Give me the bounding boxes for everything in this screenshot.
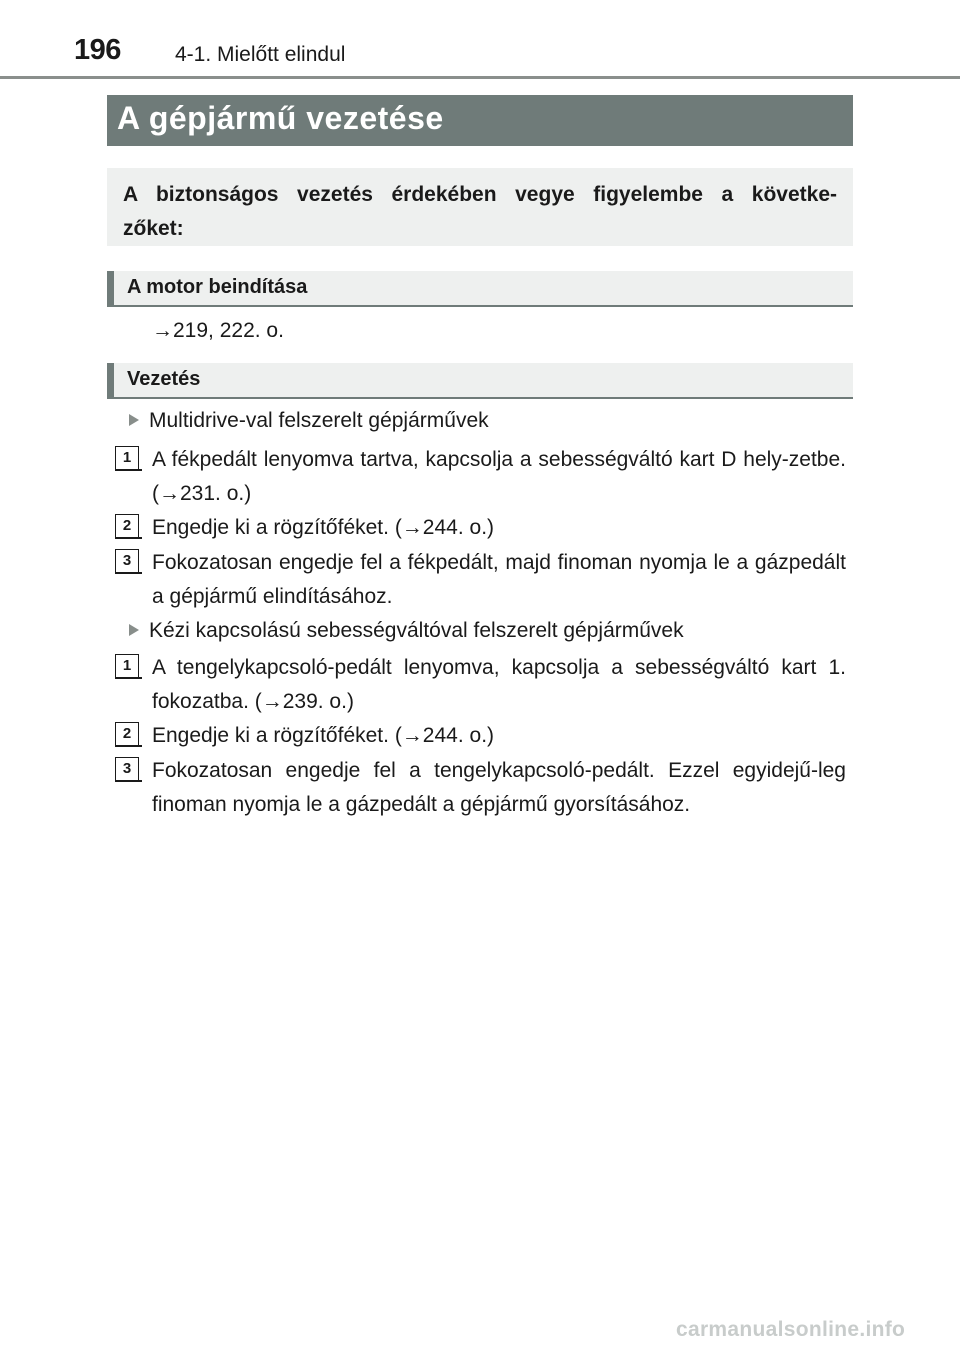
- section-heading-engine-start: [107, 271, 853, 307]
- step-number-badge: 1: [115, 446, 139, 470]
- step-number-badge: 3: [115, 549, 139, 573]
- triangle-bullet-icon: [129, 414, 139, 426]
- section-heading-label: Vezetés: [127, 368, 201, 390]
- chapter-title: 4-1. Mielőtt elindul: [175, 43, 346, 66]
- page-number: 196: [74, 34, 121, 66]
- step-text: Fokozatosan engedje fel a fékpedált, majd finoman nyomja le a gázpedált a gépjármű elindításához.: [152, 551, 846, 608]
- subsection-label: Kézi kapcsolású sebességváltóval felszerelt gépjárművek: [149, 619, 684, 642]
- watermark: carmanualsonline.info: [676, 1318, 906, 1341]
- page-reference: →219, 222. o.: [152, 319, 284, 342]
- step-text: Engedje ki a rögzítőféket. (→244. o.): [152, 724, 495, 747]
- step-number-badge: 1: [115, 654, 139, 678]
- step-number-badge: 2: [115, 514, 139, 538]
- section-heading-driving: [107, 363, 853, 399]
- step-number-badge: 2: [115, 722, 139, 746]
- step-text: A fékpedált lenyomva tartva, kapcsolja a sebességváltó kart D hely-zetbe. (→231. o.): [152, 448, 846, 505]
- triangle-bullet-icon: [129, 624, 139, 636]
- subsection-multidrive: [129, 404, 489, 438]
- intro-box: [107, 168, 853, 246]
- intro-text: A biztonságos vezetés érdekében vegye figyelembe a követke-zőket:: [123, 183, 837, 240]
- subsection-manual-transmission: [129, 614, 684, 648]
- step-number-badge: 3: [115, 757, 139, 781]
- section-heading-label: A motor beindítása: [127, 276, 308, 298]
- step-text: A tengelykapcsoló-pedált lenyomva, kapcsolja a sebességváltó kart 1. fokozatba. (→239. o.): [152, 656, 846, 713]
- step-text: Fokozatosan engedje fel a tengelykapcsoló-pedált. Ezzel egyidejű-leg finoman nyomja le a gázpedált a gépjármű gyorsításához.: [152, 759, 846, 816]
- subsection-label: Multidrive-val felszerelt gépjárművek: [149, 409, 489, 432]
- page-title: A gépjármű vezetése: [107, 95, 853, 146]
- header-divider: [0, 76, 960, 79]
- step-text: Engedje ki a rögzítőféket. (→244. o.): [152, 516, 495, 539]
